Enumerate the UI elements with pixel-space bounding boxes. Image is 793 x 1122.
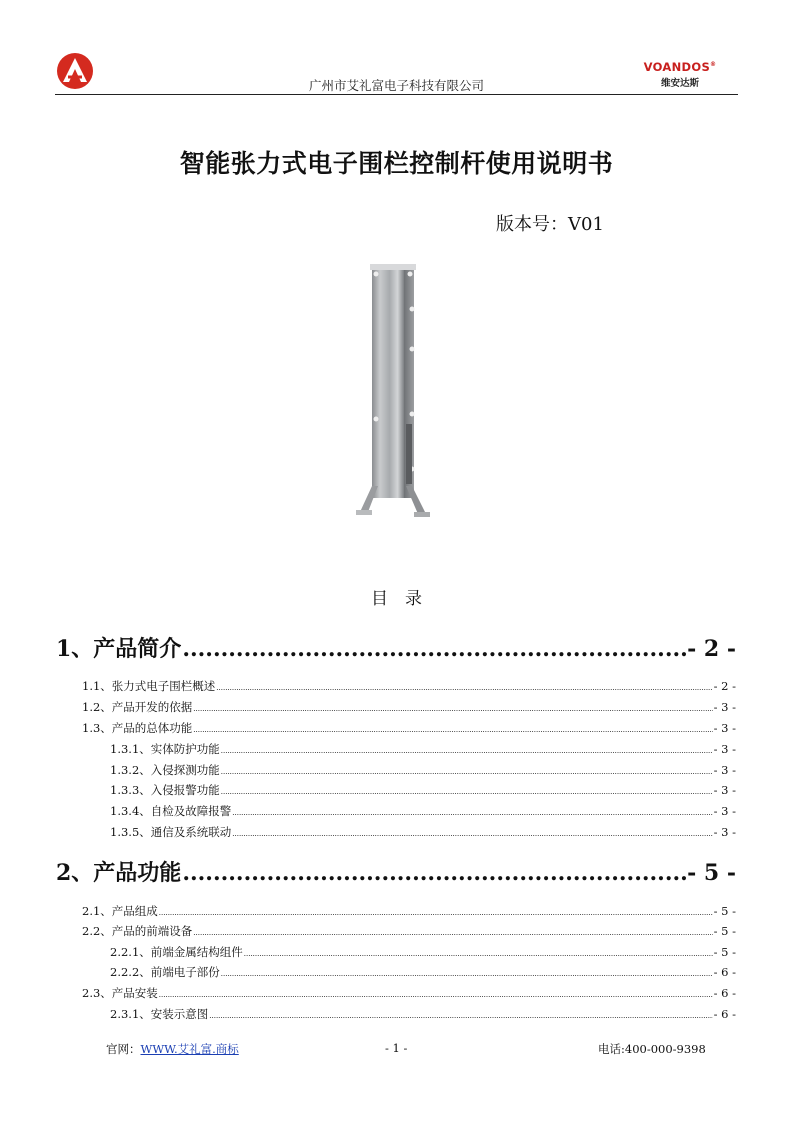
- toc-leader: [193, 726, 712, 734]
- website-label: 官网：: [106, 1042, 141, 1056]
- toc-leader: [216, 684, 712, 692]
- toc-leader: [182, 860, 686, 886]
- toc-leader: [193, 705, 712, 713]
- toc-leader: [221, 970, 713, 978]
- toc-entry[interactable]: 1.1、张力式电子围栏概述 ..... - 2 -: [82, 678, 736, 694]
- toc-entry[interactable]: 2.3.1、安装示意图 ..... - 6 -: [110, 1006, 736, 1022]
- brand-logo: [640, 60, 720, 89]
- toc-leader: [221, 768, 713, 776]
- toc-leader: [221, 747, 713, 755]
- toc-leader: [244, 950, 713, 958]
- toc-leader: [159, 991, 713, 999]
- toc-entry[interactable]: 1.3.3、入侵报警功能 ..... - 3 -: [110, 782, 736, 798]
- toc-leader: [193, 929, 712, 937]
- toc-entry[interactable]: 2、产品功能 ..... - 5 -: [56, 856, 736, 887]
- toc-entry[interactable]: 1.3、产品的总体功能 ..... - 3 -: [82, 720, 736, 736]
- footer-phone: 电话:400-000-9398: [598, 1042, 706, 1056]
- company-name: 广州市艾礼富电子科技有限公司: [308, 78, 484, 93]
- toc-entry[interactable]: 1、产品简介 ..... - 2 -: [56, 632, 736, 663]
- toc-leader: [182, 636, 686, 662]
- document-title: 智能张力式电子围栏控制杆使用说明书: [179, 149, 614, 178]
- product-photo: [294, 254, 504, 526]
- header-divider: [55, 94, 738, 95]
- toc-leader: [232, 809, 712, 817]
- toc-entry[interactable]: 2.2.2、前端电子部份 ..... - 6 -: [110, 964, 736, 980]
- footer-website: [106, 1041, 239, 1057]
- toc-leader: [209, 1012, 712, 1020]
- brand-name-cn: 维安达斯: [660, 78, 699, 89]
- toc-entry[interactable]: 2.2、产品的前端设备 ..... - 5 -: [82, 923, 736, 939]
- version-number: 版本号：V01: [496, 214, 604, 235]
- toc-leader: [232, 830, 712, 838]
- registered-mark: ®: [710, 61, 717, 69]
- toc-entry[interactable]: 1.3.5、通信及系统联动 ..... - 3 -: [110, 824, 736, 840]
- toc-entry[interactable]: 1.2、产品开发的依据 ..... - 3 -: [82, 699, 736, 715]
- toc-heading: 目 录: [371, 589, 422, 609]
- footer-page-number: - 1 -: [385, 1041, 408, 1055]
- website-link[interactable]: WWW.艾礼富.商标: [140, 1042, 239, 1056]
- toc-entry[interactable]: 1.3.2、入侵探测功能 ..... - 3 -: [110, 762, 736, 778]
- toc-leader: [221, 788, 713, 796]
- toc-leader: [159, 909, 713, 917]
- toc-entry[interactable]: 1.3.4、自检及故障报警 ..... - 3 -: [110, 803, 736, 819]
- toc-entry[interactable]: 2.1、产品组成 ..... - 5 -: [82, 903, 736, 919]
- toc-entry[interactable]: 2.2.1、前端金属结构组件 ..... - 5 -: [110, 944, 736, 960]
- toc-entry[interactable]: 1.3.1、实体防护功能 ..... - 3 -: [110, 741, 736, 757]
- brand-name-en: VOANDOS: [643, 60, 711, 74]
- toc-entry[interactable]: 2.3、产品安装 ..... - 6 -: [82, 985, 736, 1001]
